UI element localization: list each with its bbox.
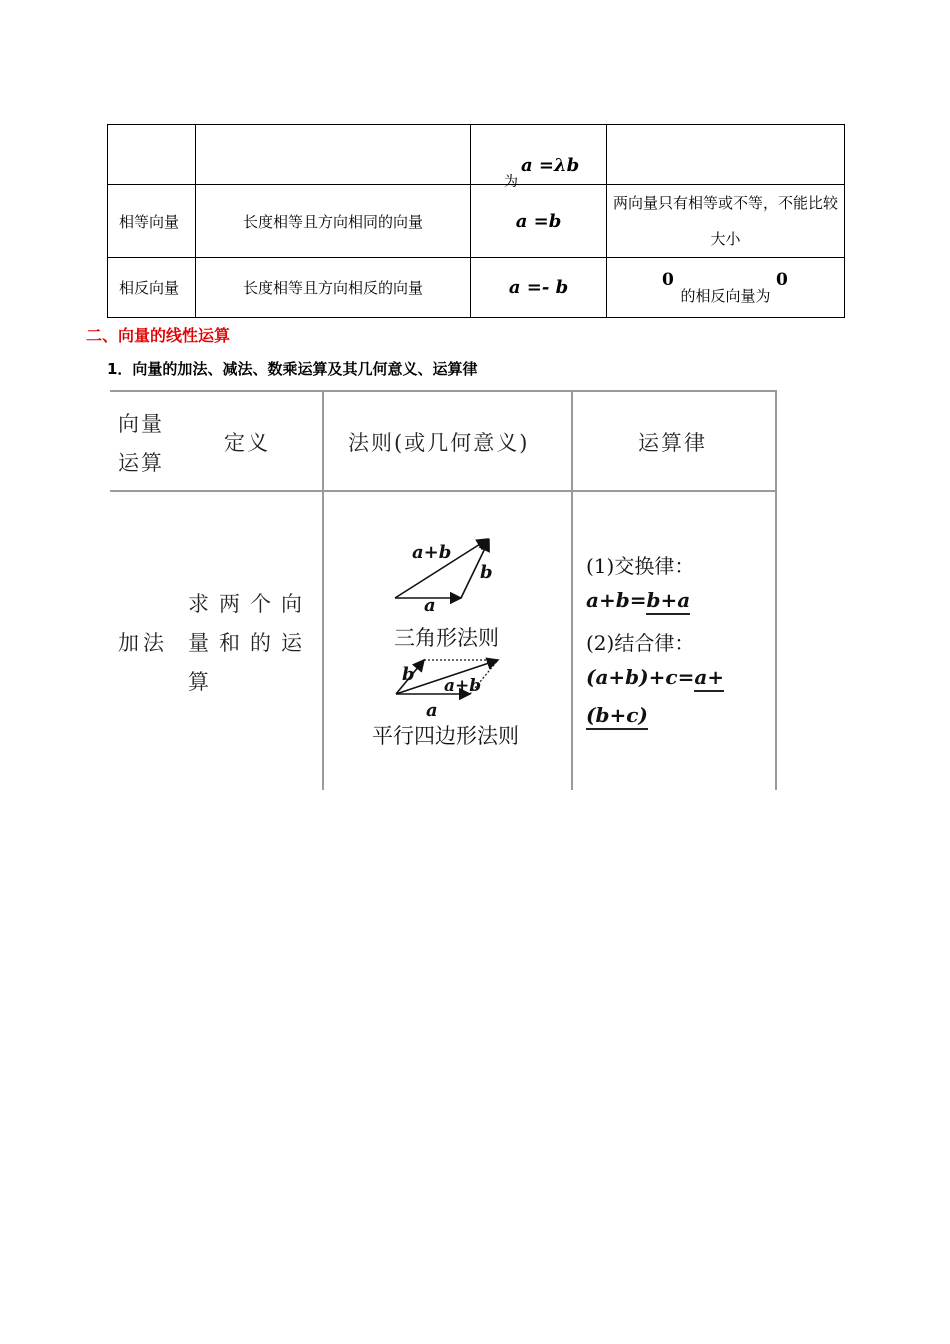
associative-law-formula	[586, 665, 724, 689]
section-title: 二、向量的线性运算	[86, 326, 231, 345]
table-cell	[196, 125, 471, 185]
table-cell	[607, 125, 845, 185]
formula-prefix: 为	[504, 174, 518, 190]
note-text: 的相反向量为	[680, 286, 771, 305]
associative-lhs: (a+b)+c=	[586, 665, 695, 689]
subsection-title: 1．向量的加法、减法、数乘运算及其几何意义、运算律	[107, 360, 478, 378]
vector-operations-table	[110, 390, 777, 790]
commutative-law-formula	[586, 588, 690, 612]
collinear-formula: a =λb	[521, 155, 580, 176]
associative-law-formula-cont	[586, 703, 648, 727]
operation-name: 加法	[118, 631, 168, 655]
definition-line: 求两个向	[188, 592, 312, 616]
table-header-divider	[110, 490, 777, 492]
vector-types-table	[107, 124, 845, 318]
table-cell	[108, 125, 196, 185]
parallelogram-rule-caption: 平行四边形法则	[372, 724, 519, 748]
triangle-a-label: a	[424, 595, 436, 616]
table-row	[108, 185, 845, 258]
definition-line: 量和的运	[188, 631, 312, 655]
triangle-rule-caption: 三角形法则	[394, 626, 499, 650]
definition-line: 算	[188, 670, 219, 694]
parallelogram-sum-label: a+b	[444, 676, 482, 696]
vector-type-definition: 长度相等且方向相反的向量	[196, 258, 471, 318]
header-op-line1: 向量	[118, 412, 164, 436]
column-divider	[322, 390, 324, 790]
vector-type-name: 相等向量	[108, 185, 196, 258]
zero-vector-symbol: 0	[662, 270, 674, 290]
vector-type-note: 两向量只有相等或不等，不能比较大小	[607, 185, 845, 258]
vector-type-formula: a =- b	[471, 258, 607, 318]
vector-type-formula: a =b	[471, 185, 607, 258]
commutative-rhs: b+a	[646, 588, 690, 615]
table-border-right	[775, 390, 777, 790]
zero-vector-symbol: 0	[776, 270, 788, 290]
vector-type-note	[607, 258, 845, 318]
header-law: 运算律	[638, 431, 707, 455]
table-row	[108, 125, 845, 185]
parallelogram-a-label: a	[426, 700, 438, 721]
table-row	[108, 258, 845, 318]
parallelogram-b-label: b	[402, 664, 415, 685]
commutative-law-title: (1)交换律：	[586, 554, 695, 578]
triangle-b-label: b	[480, 562, 493, 583]
vector-type-name: 相反向量	[108, 258, 196, 318]
header-op-line2: 运算	[118, 451, 164, 475]
formula-cell	[471, 125, 607, 190]
associative-law-title: (2)结合律：	[586, 631, 695, 655]
associative-rhs-part2: (b+c)	[586, 703, 648, 730]
header-definition: 定义	[224, 431, 270, 455]
column-divider	[571, 390, 573, 790]
vector-type-definition: 长度相等且方向相同的向量	[196, 185, 471, 258]
associative-rhs-part1: a+	[694, 665, 724, 692]
header-rule: 法则(或几何意义)	[348, 431, 530, 455]
table-border-top	[110, 390, 777, 392]
triangle-sum-label: a+b	[412, 542, 452, 563]
commutative-lhs: a+b=	[586, 588, 647, 612]
